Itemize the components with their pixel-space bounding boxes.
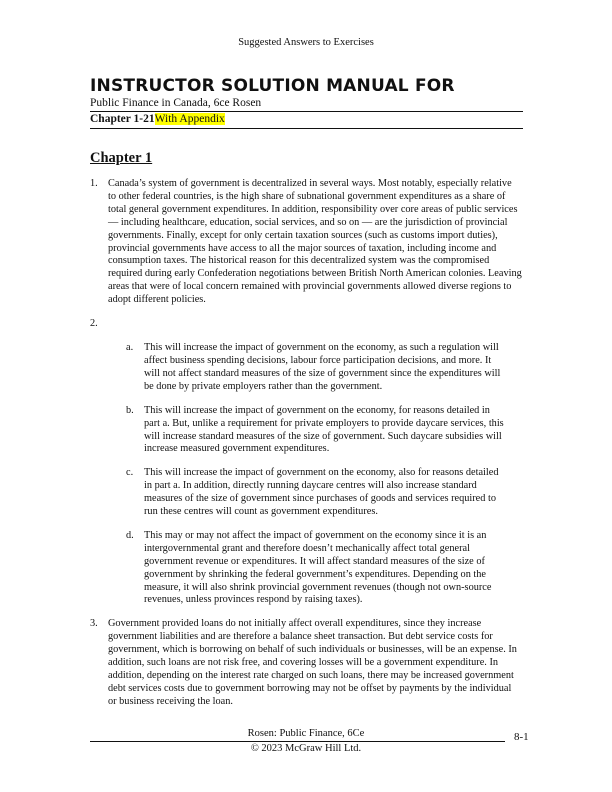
part-label: b. (126, 404, 134, 416)
chapter-heading: Chapter 1 (90, 150, 153, 166)
manual-title: INSTRUCTOR SOLUTION MANUAL FOR (90, 76, 455, 96)
answer-2-part-b (126, 405, 504, 457)
answer-number: 1. (90, 178, 98, 189)
answer-3 (90, 618, 522, 708)
part-label: a. (126, 342, 134, 354)
answer-number: 2. (90, 318, 98, 330)
chapters-label: Chapter 1-21 (90, 113, 155, 125)
answer-2-part-c (126, 467, 504, 519)
appendix-highlight: With Appendix (154, 113, 225, 125)
title-divider-bottom (90, 128, 523, 129)
answer-2-part-a (126, 342, 504, 394)
book-subtitle: Public Finance in Canada, 6ce Rosen (90, 97, 262, 109)
part-text: This will increase the impact of government on the economy, also for reasons detailed in part a. In addition, directly running daycare centres will also increase standard measures of the size of government since purchases of goods and services required to run these centres will count as government expenditures. (144, 467, 499, 518)
answer-text: Government provided loans do not initially affect overall expenditures, since they increase government liabilities and are therefore a balance sheet transaction. But debt service costs for government, which is borrowing on behalf of such individuals or businesses, will be an expense. In addition, such loans are not risk free, and covering losses will be a government expenditure. In addition, depending on the interest rate charged on such loans, there may be increased government debt services costs due to government borrowing may not be offset by payments by the individual or business receiving the loan. (108, 618, 517, 707)
answer-text: Canada’s system of government is decentralized in several ways. Most notably, especially relative to other federal countries, is the high share of subnational government expenditures as a share of total general government expenditures. In addition, responsibility over core areas of public services — including healthcare, education, social services, and so on — are the jurisdiction of provincial governments. Finally, except for only certain taxation sources (such as customs import duties), provincial governments have access to all the major sources of taxation, including income and consumption taxes. The historical reason for this decentralized system was the compromised required during early Confederation negotiations between British North American colonies. Leaving areas that were of local concern remained with provincial governments allowed diverse regions to adopt different policies. (108, 178, 522, 306)
answer-2-part-d (126, 530, 504, 607)
footer-copyright: © 2023 McGraw Hill Ltd. (250, 743, 362, 754)
part-label: d. (126, 529, 134, 541)
footer-source: Rosen: Public Finance, 6Ce (247, 728, 365, 739)
part-text: This will increase the impact of government on the economy, as such a regulation will affect business spending decisions, labour force participation decisions, and more. It will not affect standard measures of the size of government since the expenditures will be done by private employers rather than the government. (144, 342, 501, 392)
chapters-range (90, 113, 225, 125)
answers-body (90, 178, 522, 720)
answer-2 (90, 318, 522, 331)
page-number: 8-1 (514, 731, 529, 743)
answer-1 (90, 178, 522, 307)
answer-number: 3. (90, 618, 98, 630)
running-header: Suggested Answers to Exercises (238, 37, 374, 48)
part-label: c. (126, 467, 134, 479)
part-text: This may or may not affect the impact of government on the economy since it is an intergovernmental grant and therefore doesn’t mechanically affect total general government revenue or expenditures. It will affect standard measures of the size of government by shrinking the federal government’s expenditures. Depending on the measure, it will also shrink provincial government revenues (though not own-source revenues, unless provinces respond by raising taxes). (144, 529, 492, 606)
part-text: This will increase the impact of government on the economy, for reasons detailed in part a. But, unlike a requirement for private employers to provide daycare services, this will increase standard measures of the size of government. Such daycare subsidies will increase measured government expenditures. (144, 404, 504, 455)
